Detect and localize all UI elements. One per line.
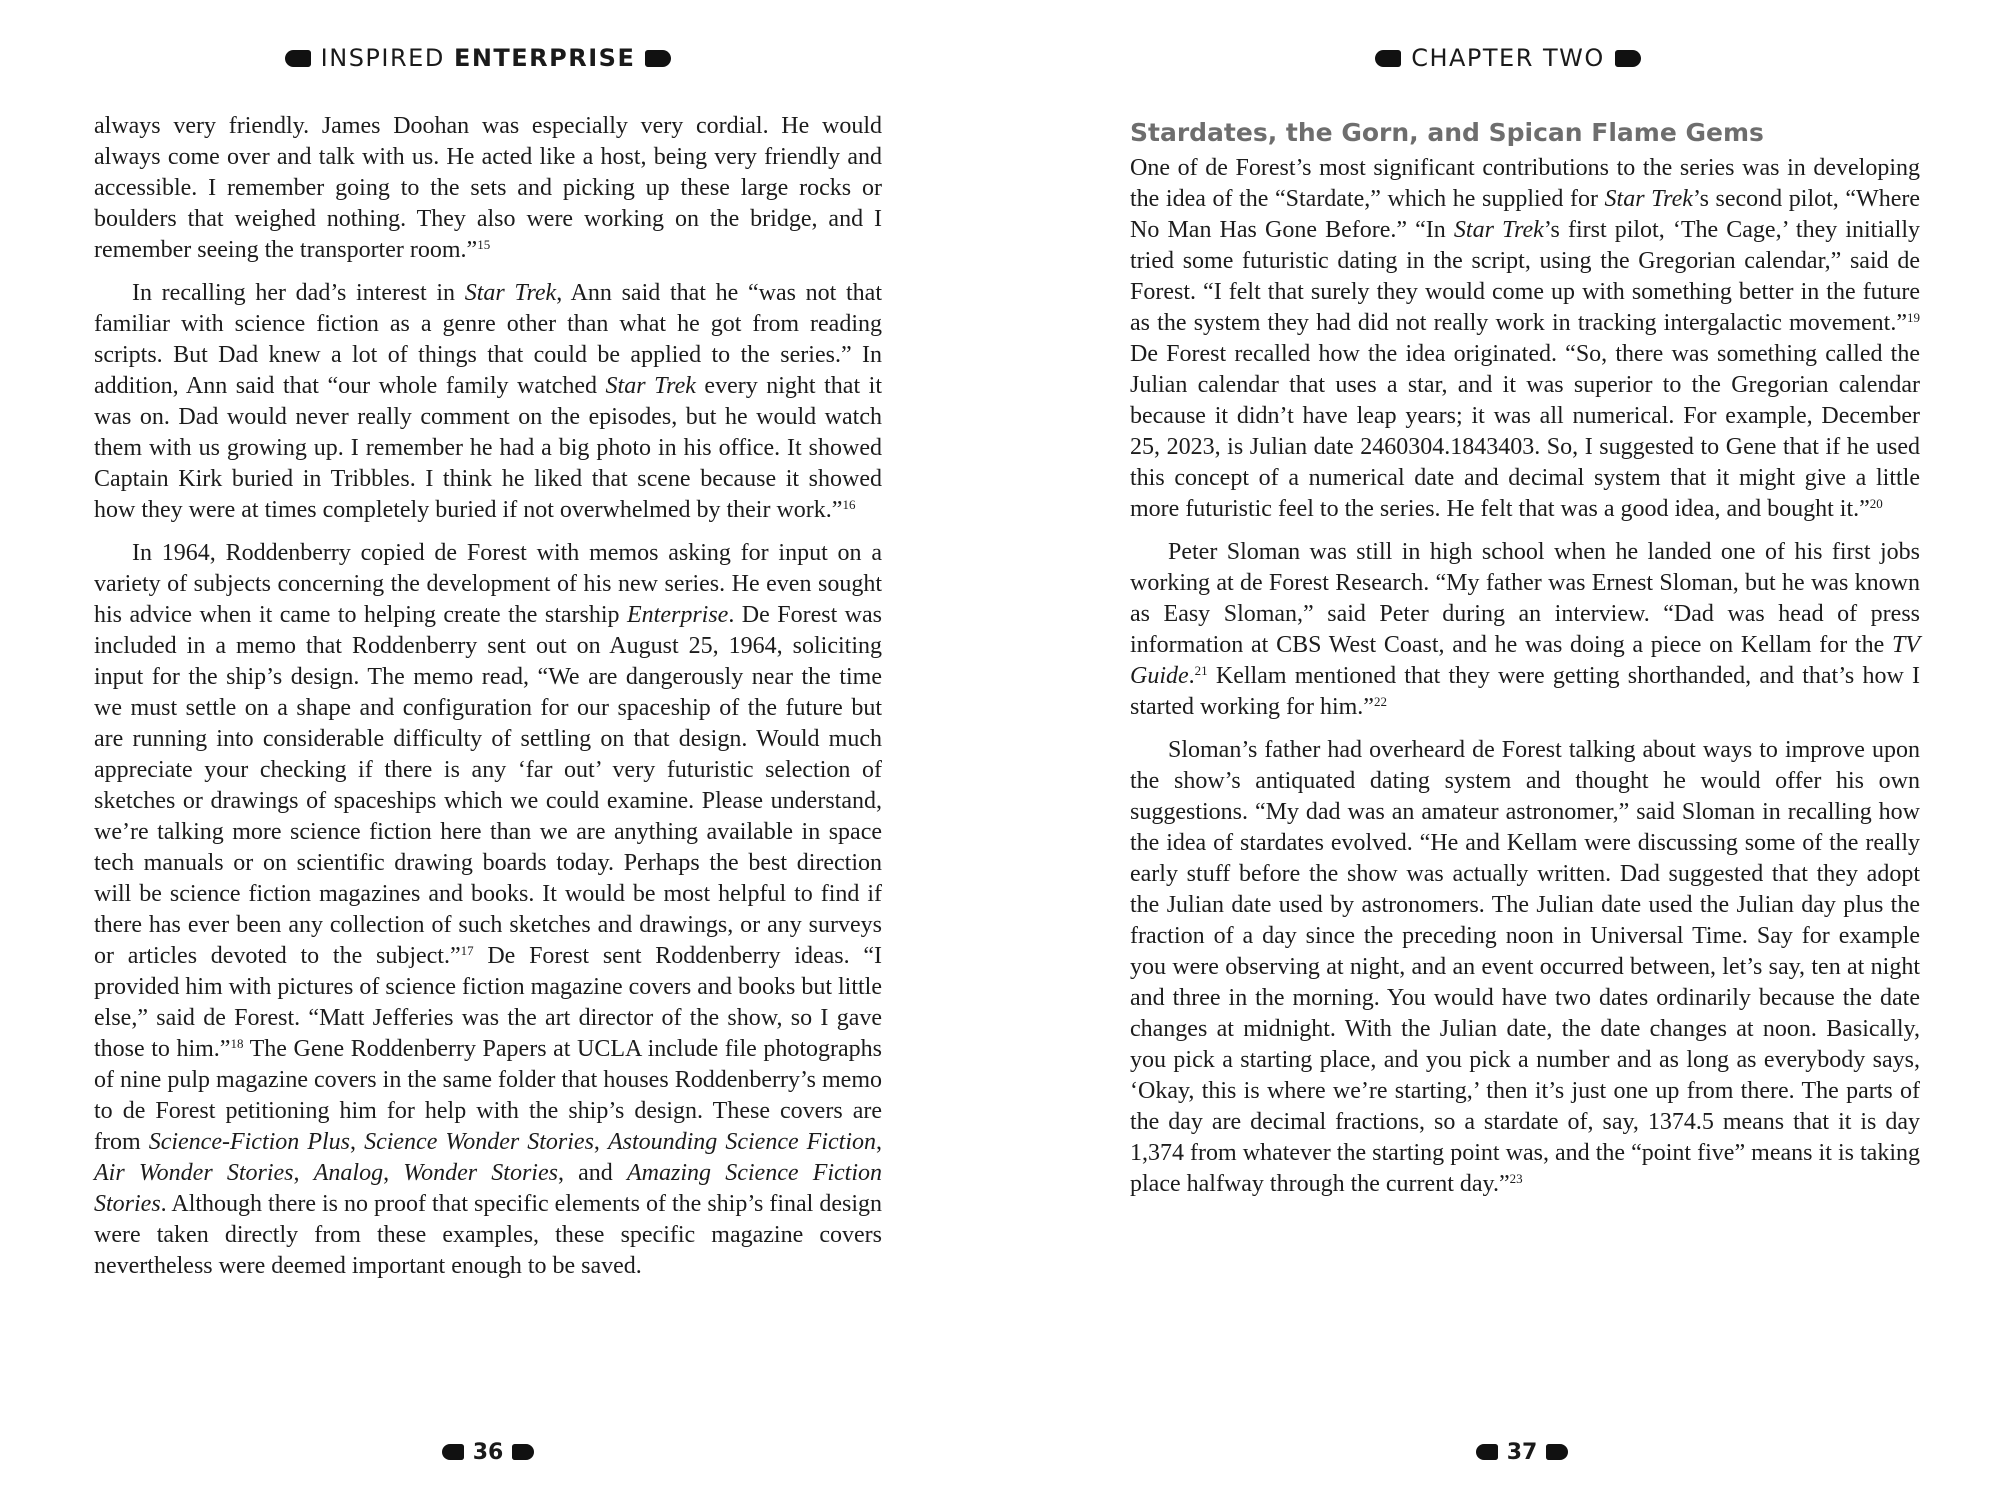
text-run: . Although there is no proof that specific elements of the ship’s final design were taken directly from these examples, these specific magazine covers nevertheless were deemed important enough to be saved.: [94, 1191, 882, 1279]
text-run: ,: [293, 1160, 314, 1186]
text-run: ,: [350, 1129, 365, 1155]
text-run: Sloman’s father had overheard de Forest talking about ways to improve upon the show’s antiquated dating system and thought he would offer his own suggestions. “My dad was an amateur astronomer,” said Sloman in recalling how the idea of stardates evolved. “He and Kellam were discussing some of the really early stuff before the show was actually written. Dad suggested that they adopt the Julian date used by astronomers. The Julian date used the Julian day plus the fraction of a day since the preceding noon in Universal Time. Say for example you were observing at night, and an event occurred between, let’s say, ten at night and three in the morning. You would have two dates ordinarily because the date changes at midnight. With the Julian date, the date changes at noon. Basically, you pick a starting place, and you pick a number and as long as everybody says, ‘Okay, this is where we’re starting,’ then it’s just one up from there. The parts of the day are decimal fractions, so a stardate of, say, 1374.5 means that it is day 1,374 from whatever the starting point was, and the “point five” means it is taking place halfway through the current day.”: [1130, 737, 1920, 1197]
pill-ornament-icon: [1546, 1444, 1568, 1460]
text-run: every night that it was on. Dad would never really comment on the episodes, but he would watch them with us growing up. I remember he had a big photo in his office. It showed Captain Kirk buried in Tribbles. I think he liked that scene because it showed how they were at times completely buried if not overwhelmed by their work.”: [94, 373, 882, 523]
italic-title: Wonder Stories: [403, 1160, 558, 1186]
paragraph: [1130, 537, 1920, 723]
pill-ornament-icon: [645, 50, 671, 67]
footnote-ref: 18: [230, 1036, 244, 1051]
italic-title: Air Wonder Stories: [94, 1160, 294, 1186]
text-run: always very friendly. James Doohan was especially very cordial. He would always come over and talk with us. He acted like a host, being very friendly and accessible. I remember going to the sets and picking up these large rocks or boulders that weighed nothing. They also were working on the bridge, and I remember seeing the transporter room.”: [94, 113, 882, 263]
footnote-ref: 16: [842, 497, 856, 512]
italic-title: Star Trek: [464, 280, 557, 306]
italic-title: Science Wonder Stories: [364, 1129, 594, 1155]
paragraph: [94, 111, 882, 266]
pill-ornament-icon: [285, 50, 311, 67]
pill-ornament-icon: [442, 1444, 464, 1460]
footnote-ref: 23: [1509, 1171, 1523, 1186]
footnote-ref: 20: [1869, 496, 1883, 511]
pill-ornament-icon: [1476, 1444, 1498, 1460]
text-run: The Gene Roddenberry Papers at UCLA include file photographs of nine pulp magazine covers in the same folder that houses Roddenberry’s memo to de Forest petitioning him for help with the ship’s design. These covers are from: [94, 1036, 882, 1155]
footnote-ref: 19: [1907, 310, 1920, 325]
text-run: .: [1188, 663, 1195, 689]
page-number-left: [0, 1440, 988, 1465]
right-page: [1000, 0, 2000, 1500]
left-body-text: [94, 111, 882, 1294]
italic-title: Star Trek: [1604, 186, 1693, 212]
italic-title: Analog: [313, 1160, 384, 1186]
right-body-text: [1130, 116, 1920, 1212]
page-number: 37: [1506, 1440, 1538, 1465]
page-number: 36: [472, 1440, 504, 1465]
chapter-label: CHAPTER TWO: [1411, 44, 1605, 72]
text-run: De Forest sent Roddenberry ideas. “I provided him with pictures of science fiction magazine covers and books but little else,” said de Forest. “Matt Jefferies was the art director of the show, so I gave those to him.”: [94, 943, 882, 1062]
running-head-part2: ENTERPRISE: [453, 44, 636, 72]
text-run: , and: [557, 1160, 628, 1186]
text-run: In recalling her dad’s interest in: [132, 280, 465, 306]
text-run: ,: [593, 1129, 608, 1155]
text-run: , Ann said that he “was not that familiar with science fiction as a genre other than what he got from reading scripts. But Dad knew a lot of things that could be applied to the series.” In addition, Ann said that “our whole family watched: [94, 280, 882, 399]
footnote-ref: 22: [1373, 694, 1387, 709]
italic-title: Science-Fiction Plus: [148, 1129, 351, 1155]
italic-title: Star Trek: [1453, 217, 1544, 243]
running-head-left: [0, 44, 978, 72]
text-run: ’s second pilot, “Where No Man Has Gone Before.” “In: [1130, 186, 1920, 243]
text-run: ,: [876, 1129, 882, 1155]
text-run: One of de Forest’s most significant contributions to the series was in developing the idea of the “Stardate,” which he supplied for: [1130, 155, 1920, 212]
page-number-right: [1022, 1440, 2000, 1465]
running-head-part1: INSPIRED: [320, 44, 445, 72]
text-run: . De Forest was included in a memo that Roddenberry sent out on August 25, 1964, soliciting input for the ship’s design. The memo read, “We are dangerously near the time we must settle on a shape and configuration for our spaceship of the future but are running into considerable difficulty of settling on that design. Would much appreciate your checking if there is any ‘far out’ very futuristic selection of sketches or drawings of spaceships which we could examine. Please understand, we’re talking more science fiction here than we are anything available in space tech manuals or on scientific drawing boards today. Perhaps the best direction will be science fiction magazines and books. It would be most helpful to find if there has ever been any collection of such sketches and drawings, or any surveys or articles devoted to the subject.”: [94, 602, 883, 969]
section-heading: Stardates, the Gorn, and Spican Flame Gems: [1130, 118, 1764, 147]
text-run: ’s first pilot, ‘The Cage,’ they initially tried some futuristic dating in the script, using the Gregorian calendar,” said de Forest. “I felt that surely they would come up with something better in the future as the system they had did not really work in tracking intergalactic movement.”: [1130, 217, 1920, 336]
italic-title: Amazing Science Fiction Stories: [94, 1160, 883, 1217]
footnote-ref: 15: [477, 237, 491, 252]
footnote-ref: 17: [460, 943, 474, 958]
paragraph: [94, 278, 882, 526]
italic-title: Enterprise: [627, 602, 729, 628]
running-head-right: [1008, 44, 2000, 72]
italic-title: Star Trek: [605, 373, 696, 399]
text-run: Kellam mentioned that they were getting shorthanded, and that’s how I started working for him.”: [1130, 663, 1920, 720]
text-run: De Forest recalled how the idea originated. “So, there was something called the Julian calendar that uses a star, and it was superior to the Gregorian calendar because it didn’t have leap years; it was all numerical. For example, December 25, 2023, is Julian date 2460304.1843403. So, I suggested to Gene that if he used this concept of a numerical date and decimal system that it might give a little more futuristic feel to the series. He felt that was a good idea, and bought it.”: [1130, 341, 1920, 522]
paragraph: [94, 538, 882, 1282]
pill-ornament-icon: [1615, 50, 1641, 67]
pill-ornament-icon: [1375, 50, 1401, 67]
text-run: Peter Sloman was still in high school when he landed one of his first jobs working at de Forest Research. “My father was Ernest Sloman, but he was known as Easy Sloman,” said Peter during an interview. “Dad was head of press information at CBS West Coast, and he was doing a piece on Kellam for the: [1130, 539, 1920, 658]
paragraph: [1130, 153, 1920, 525]
text-run: ,: [383, 1160, 404, 1186]
text-run: In 1964, Roddenberry copied de Forest with memos asking for input on a variety of subjects concerning the development of his new series. He even sought his advice when it came to helping create the starship: [94, 540, 882, 628]
pill-ornament-icon: [512, 1444, 534, 1460]
paragraph: [1130, 735, 1920, 1200]
footnote-ref: 21: [1194, 663, 1208, 678]
italic-title: TV Guide: [1130, 632, 1920, 689]
italic-title: Astounding Science Fiction: [607, 1129, 876, 1155]
